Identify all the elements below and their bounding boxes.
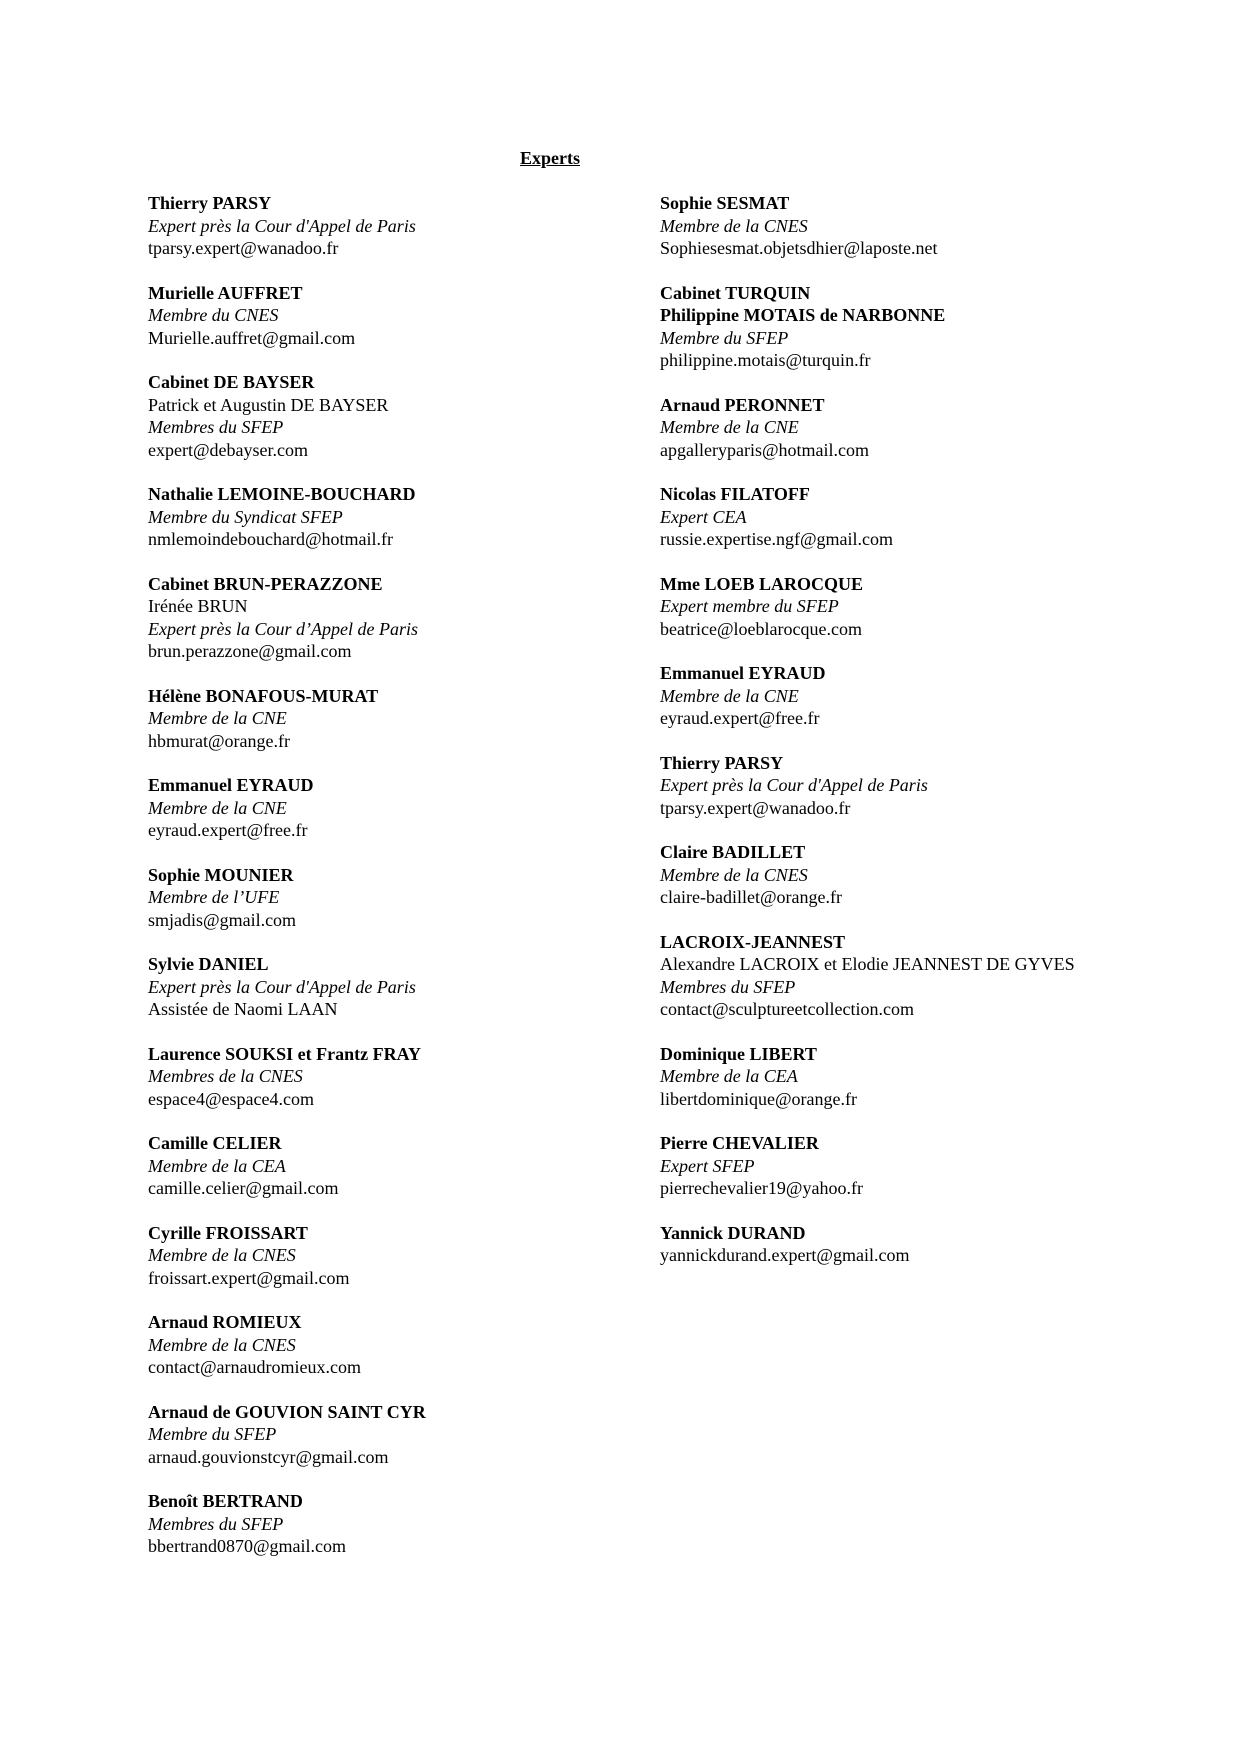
expert-role: Membre du CNES	[148, 305, 279, 325]
expert-email[interactable]: bbertrand0870@gmail.com	[148, 1536, 347, 1556]
expert-name: Cabinet DE BAYSER	[148, 372, 315, 392]
expert-role: Membre du Syndicat SFEP	[148, 506, 343, 527]
expert-name: Cabinet TURQUIN	[660, 282, 811, 303]
expert-name: Arnaud de GOUVION SAINT CYR	[148, 1401, 426, 1422]
expert-name: Philippine MOTAIS de NARBONNE	[660, 305, 946, 325]
expert-name: Sylvie DANIEL	[148, 954, 269, 974]
expert-role: Membre de la CNE	[660, 417, 799, 437]
expert-entry	[148, 1222, 618, 1290]
expert-role: Membre de l’UFE	[148, 887, 280, 907]
expert-email[interactable]: Murielle.auffret@gmail.com	[148, 327, 356, 348]
expert-entry	[660, 394, 1220, 462]
expert-entry	[148, 1132, 618, 1200]
expert-role: Membre de la CNES	[660, 215, 808, 236]
expert-entry	[660, 1222, 1220, 1267]
expert-name: Dominique LIBERT	[660, 1043, 817, 1064]
expert-entry	[148, 371, 618, 461]
expert-entry	[660, 192, 1220, 260]
expert-email[interactable]: expert@debayser.com	[148, 439, 309, 460]
expert-entry	[148, 1043, 618, 1111]
expert-name: Nathalie LEMOINE-BOUCHARD	[148, 484, 416, 504]
expert-role: Membres de la CNES	[148, 1066, 303, 1086]
expert-detail: Irénée BRUN	[148, 596, 248, 616]
expert-entry	[660, 282, 1220, 372]
expert-name: Pierre CHEVALIER	[660, 1133, 819, 1153]
expert-entry	[148, 774, 618, 842]
expert-email[interactable]: contact@sculptureetcollection.com	[660, 999, 914, 1019]
expert-role: Membre de la CNE	[148, 708, 287, 728]
expert-name: Claire BADILLET	[660, 842, 806, 862]
expert-entry	[660, 662, 1220, 730]
left-column	[148, 192, 618, 1580]
expert-name: Camille CELIER	[148, 1133, 282, 1153]
expert-email[interactable]: apgalleryparis@hotmail.com	[660, 439, 870, 460]
expert-email[interactable]: brun.perazzone@gmail.com	[148, 641, 352, 661]
expert-entry	[660, 1132, 1220, 1200]
expert-email[interactable]: contact@arnaudromieux.com	[148, 1357, 361, 1377]
expert-name: Sophie SESMAT	[660, 193, 790, 213]
expert-email[interactable]: tparsy.expert@wanadoo.fr	[660, 797, 851, 818]
expert-entry	[148, 685, 618, 753]
expert-detail: Alexandre LACROIX et Elodie JEANNEST DE GYVES	[660, 954, 1075, 974]
expert-detail: Assistée de Naomi LAAN	[148, 999, 338, 1019]
expert-email[interactable]: philippine.motais@turquin.fr	[660, 350, 871, 370]
expert-name: Thierry PARSY	[148, 193, 272, 213]
expert-email[interactable]: yannickdurand.expert@gmail.com	[660, 1245, 910, 1265]
expert-entry	[148, 864, 618, 932]
expert-role: Membre de la CNES	[660, 864, 808, 885]
expert-name: Arnaud PERONNET	[660, 394, 825, 415]
expert-role: Expert près la Cour d'Appel de Paris	[660, 775, 928, 795]
expert-role: Membres du SFEP	[148, 417, 284, 437]
expert-name: Emmanuel EYRAUD	[660, 663, 826, 683]
expert-name: Emmanuel EYRAUD	[148, 775, 314, 795]
expert-role: Expert près la Cour d'Appel de Paris	[148, 215, 416, 236]
expert-role: Membre du SFEP	[660, 327, 789, 348]
expert-role: Membre du SFEP	[148, 1424, 277, 1444]
expert-email[interactable]: tparsy.expert@wanadoo.fr	[148, 238, 339, 258]
expert-entry	[148, 192, 618, 260]
expert-name: Mme LOEB LAROCQUE	[660, 573, 864, 594]
expert-role: Expert membre du SFEP	[660, 596, 839, 616]
expert-role: Membre de la CNE	[660, 685, 799, 706]
expert-email[interactable]: espace4@espace4.com	[148, 1088, 314, 1109]
page-title: Experts	[520, 148, 580, 168]
right-column	[660, 192, 1220, 1289]
expert-entry	[660, 931, 1220, 1021]
expert-name: Cabinet BRUN-PERAZZONE	[148, 573, 383, 594]
expert-entry	[148, 1311, 618, 1379]
expert-role: Membre de la CNES	[148, 1334, 296, 1355]
expert-entry	[660, 1043, 1220, 1111]
expert-email[interactable]: arnaud.gouvionstcyr@gmail.com	[148, 1446, 389, 1467]
expert-name: Nicolas FILATOFF	[660, 484, 810, 504]
expert-name: Arnaud ROMIEUX	[148, 1312, 302, 1332]
expert-entry	[660, 483, 1220, 551]
expert-role: Membre de la CEA	[660, 1066, 798, 1086]
expert-name: Hélène BONAFOUS-MURAT	[148, 685, 379, 706]
expert-email[interactable]: pierrechevalier19@yahoo.fr	[660, 1178, 863, 1198]
expert-email[interactable]: libertdominique@orange.fr	[660, 1088, 858, 1109]
expert-entry	[148, 1490, 618, 1558]
expert-entry	[660, 841, 1220, 909]
expert-name: Benoît BERTRAND	[148, 1491, 303, 1511]
expert-role: Expert près la Cour d’Appel de Paris	[148, 618, 418, 639]
expert-role: Membres du SFEP	[660, 976, 796, 997]
expert-email[interactable]: eyraud.expert@free.fr	[148, 820, 308, 840]
expert-name: Yannick DURAND	[660, 1222, 806, 1243]
expert-entry	[148, 953, 618, 1021]
expert-email[interactable]: russie.expertise.ngf@gmail.com	[660, 529, 894, 549]
expert-role: Membres du SFEP	[148, 1513, 284, 1534]
expert-email[interactable]: hbmurat@orange.fr	[148, 730, 291, 751]
expert-name: Thierry PARSY	[660, 752, 784, 773]
expert-email[interactable]: camille.celier@gmail.com	[148, 1178, 339, 1198]
expert-role: Expert CEA	[660, 506, 747, 527]
expert-entry	[660, 573, 1220, 641]
expert-email[interactable]: froissart.expert@gmail.com	[148, 1267, 350, 1288]
expert-email[interactable]: eyraud.expert@free.fr	[660, 708, 820, 728]
expert-role: Membre de la CNE	[148, 797, 287, 818]
expert-entry	[148, 573, 618, 663]
expert-entry	[148, 1401, 618, 1469]
expert-email[interactable]: smjadis@gmail.com	[148, 909, 297, 930]
expert-name: Laurence SOUKSI et Frantz FRAY	[148, 1043, 421, 1064]
expert-entry	[148, 282, 618, 350]
expert-role: Membre de la CEA	[148, 1155, 286, 1176]
expert-role: Membre de la CNES	[148, 1245, 296, 1265]
expert-name: Cyrille FROISSART	[148, 1222, 308, 1243]
expert-email[interactable]: claire-badillet@orange.fr	[660, 887, 842, 907]
expert-role: Expert près la Cour d'Appel de Paris	[148, 976, 416, 997]
expert-email[interactable]: Sophiesesmat.objetsdhier@laposte.net	[660, 238, 938, 258]
expert-detail: Patrick et Augustin DE BAYSER	[148, 394, 389, 415]
expert-role: Expert SFEP	[660, 1155, 755, 1176]
expert-entry	[148, 483, 618, 551]
expert-name: Sophie MOUNIER	[148, 864, 294, 885]
expert-entry	[660, 752, 1220, 820]
expert-email[interactable]: beatrice@loeblarocque.com	[660, 618, 862, 639]
expert-email[interactable]: nmlemoindebouchard@hotmail.fr	[148, 529, 394, 549]
expert-name: Murielle AUFFRET	[148, 282, 303, 303]
expert-name: LACROIX-JEANNEST	[660, 931, 846, 952]
